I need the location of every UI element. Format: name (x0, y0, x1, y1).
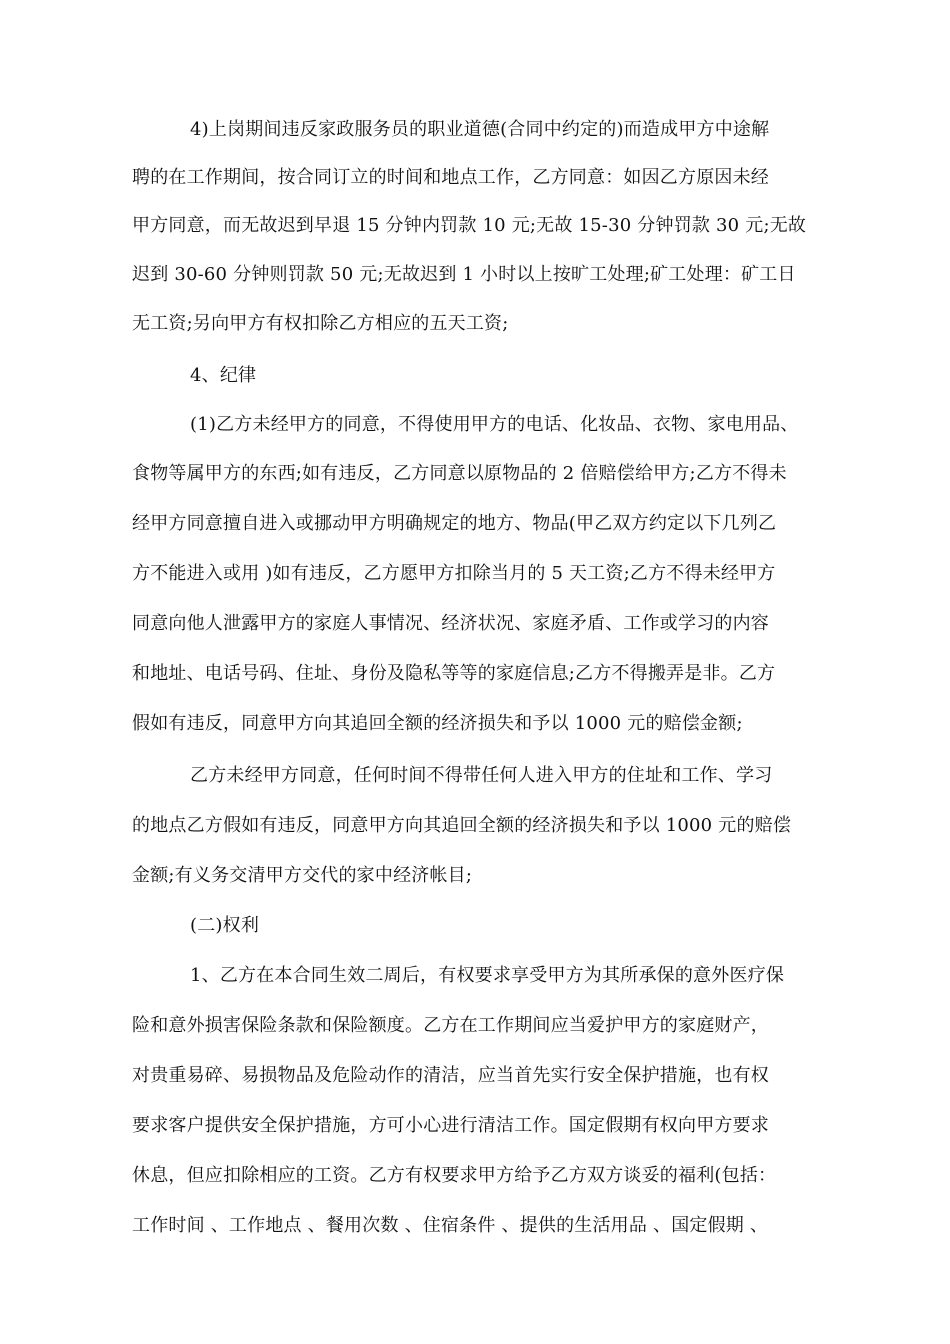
paragraph-line: 对贵重易碎、易损物品及危险动作的清洁，应当首先实行安全保护措施，也有权 (132, 1065, 769, 1086)
paragraph-line: 同意向他人泄露甲方的家庭人事情况、经济状况、家庭矛盾、工作或学习的内容 (132, 613, 769, 634)
paragraph-line: 和地址、电话号码、住址、身份及隐私等等的家庭信息;乙方不得搬弄是非。乙方 (132, 663, 776, 684)
paragraph-line: 要求客户提供安全保护措施，方可小心进行清洁工作。国定假期有权向甲方要求 (132, 1115, 769, 1136)
paragraph-line: 的地点乙方假如有违反，同意甲方向其追回全额的经济损失和予以 1000 元的赔偿 (132, 815, 792, 836)
paragraph-line: 休息，但应扣除相应的工资。乙方有权要求甲方给予乙方双方谈妥的福利(包括： (132, 1165, 777, 1186)
section-heading: (二)权利 (190, 915, 260, 936)
paragraph-line: 聘的在工作期间，按合同订立的时间和地点工作，乙方同意：如因乙方原因未经 (132, 167, 769, 188)
paragraph-line: (1)乙方未经甲方的同意，不得使用甲方的电话、化妆品、衣物、家电用品、 (190, 414, 799, 435)
paragraph-line: 4)上岗期间违反家政服务员的职业道德(合同中约定的)而造成甲方中途解 (190, 119, 770, 140)
section-heading: 4、纪律 (190, 365, 257, 386)
paragraph-line: 假如有违反，同意甲方向其追回全额的经济损失和予以 1000 元的赔偿金额; (132, 713, 743, 734)
paragraph-line: 工作时间 、工作地点 、餐用次数 、住宿条件 、提供的生活用品 、国定假期 、 (132, 1215, 769, 1236)
paragraph-line: 1、乙方在本合同生效二周后，有权要求享受甲方为其所承保的意外医疗保 (190, 965, 785, 986)
paragraph-line: 险和意外损害保险条款和保险额度。乙方在工作期间应当爱护甲方的家庭财产， (132, 1015, 769, 1036)
paragraph-line: 迟到 30-60 分钟则罚款 50 元;无故迟到 1 小时以上按旷工处理;矿工处理：矿工日 (132, 264, 796, 285)
paragraph-line: 经甲方同意擅自进入或挪动甲方明确规定的地方、物品(甲乙双方约定以下几列乙 (132, 513, 777, 534)
paragraph-line: 金额;有义务交清甲方交代的家中经济帐目; (132, 865, 473, 886)
paragraph-line: 乙方未经甲方同意，任何时间不得带任何人进入甲方的住址和工作、学习 (190, 765, 773, 786)
paragraph-line: 方不能进入或用 )如有违反，乙方愿甲方扣除当月的 5 天工资;乙方不得未经甲方 (132, 563, 776, 584)
paragraph-line: 无工资;另向甲方有权扣除乙方相应的五天工资; (132, 313, 509, 334)
paragraph-line: 食物等属甲方的东西;如有违反，乙方同意以原物品的 2 倍赔偿给甲方;乙方不得未 (132, 463, 787, 484)
paragraph-line: 甲方同意，而无故迟到早退 15 分钟内罚款 10 元;无故 15-30 分钟罚款 30 元;无故 (132, 215, 807, 236)
